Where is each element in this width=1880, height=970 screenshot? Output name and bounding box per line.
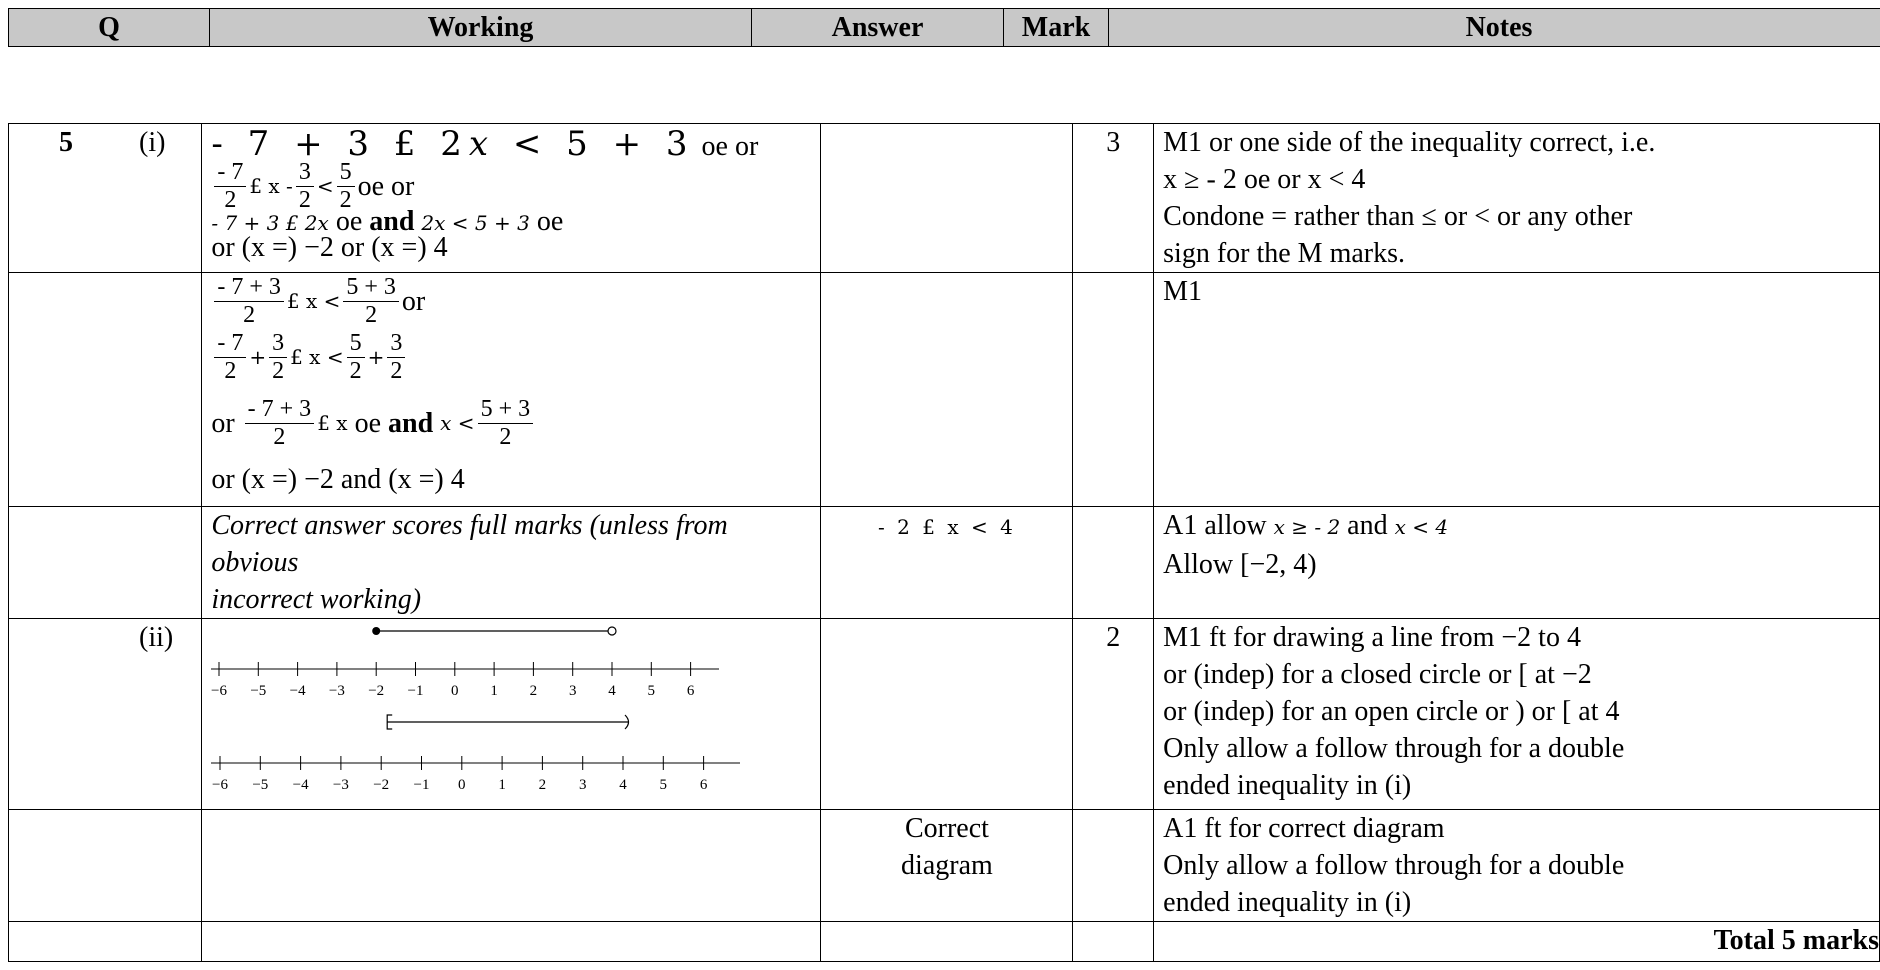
mark-cell <box>1073 810 1154 922</box>
working-line: $\frac{- 7}{2}$ £ x - $\frac{3}{2}$ < $\frac{5}{2}$ oe or <box>211 164 816 208</box>
tick-label: 5 <box>647 683 656 699</box>
tick-label: −1 <box>413 777 430 793</box>
tick-label: 2 <box>538 777 547 793</box>
number-line-diagram <box>211 619 771 799</box>
notes-cell: M1 <box>1154 273 1880 507</box>
working-line: or (x =) −2 and (x =) 4 <box>211 464 465 495</box>
q-cell <box>9 922 202 962</box>
tick-label: 5 <box>659 777 668 793</box>
question-part: (ii) <box>139 622 174 653</box>
answer-cell <box>821 124 1073 273</box>
table-row <box>9 273 1880 507</box>
tick-label: 1 <box>490 683 499 699</box>
table-row <box>9 922 1880 962</box>
table-row <box>9 619 1880 810</box>
notes-cell: A1 ft for correct diagram Only allow a follow through for a double ended inequality in (i) <box>1154 810 1880 922</box>
header-q: Q <box>9 9 210 46</box>
tick-label: 0 <box>451 683 459 699</box>
tick-label: 3 <box>569 683 577 699</box>
closed-circle <box>373 627 381 635</box>
tick-label: 1 <box>498 777 507 793</box>
working-line: or $\frac{- 7 + 3}{2}$ £ x oe and x < $\frac{5 + 3}{2}$ <box>211 385 816 461</box>
working-cell <box>202 922 821 962</box>
question-part: (i) <box>139 127 166 158</box>
tick-label: −2 <box>368 683 385 699</box>
tick-label: −6 <box>211 683 228 699</box>
table-row <box>9 810 1880 922</box>
tick-label: −3 <box>329 683 346 699</box>
answer-cell: - 2 £ x < 4 <box>821 507 1073 619</box>
working-cell <box>202 619 821 810</box>
mark-cell <box>1073 922 1154 962</box>
number-line-2 <box>211 715 740 793</box>
tick-label: 4 <box>608 683 617 699</box>
answer-cell <box>821 273 1073 507</box>
mark-cell <box>1073 507 1154 619</box>
working-line: or (x =) −2 or (x =) 4 <box>211 232 448 263</box>
tick-label: −4 <box>292 777 309 793</box>
tick-label: 4 <box>619 777 628 793</box>
mark-cell <box>1073 273 1154 507</box>
header-mark: Mark <box>1004 9 1109 46</box>
table-row <box>9 507 1880 619</box>
working-cell <box>202 273 821 507</box>
working-cell <box>202 124 821 273</box>
q-cell <box>9 507 202 619</box>
notes-cell <box>1154 922 1880 962</box>
tick-label: −4 <box>289 683 306 699</box>
mark-cell: 2 <box>1073 619 1154 810</box>
tick-label: 3 <box>579 777 587 793</box>
header-working: Working <box>210 9 752 46</box>
tick-label: 2 <box>529 683 538 699</box>
notes-cell: A1 allow x ≥ - 2 and x < 4 Allow [−2, 4) <box>1154 507 1880 619</box>
mark-cell: 3 <box>1073 124 1154 273</box>
header-answer: Answer <box>752 9 1004 46</box>
working-cell: Correct answer scores full marks (unless from obvious incorrect working) <box>202 507 821 619</box>
working-line: $\frac{- 7 + 3}{2}$ £ x < $\frac{5 + 3}{2}$ or <box>211 273 816 329</box>
answer-cell <box>821 619 1073 810</box>
working-line: - 7 + 3 £ 2x oe and 2x < 5 + 3 oe <box>211 206 564 237</box>
tick-label: 0 <box>458 777 466 793</box>
tick-label: 6 <box>700 777 708 793</box>
tick-label: −3 <box>333 777 350 793</box>
tick-label: −2 <box>373 777 390 793</box>
tick-label: −1 <box>407 683 424 699</box>
q-cell <box>9 810 202 922</box>
tick-label: 6 <box>687 683 695 699</box>
tick-label: −5 <box>252 777 269 793</box>
mark-scheme-table <box>8 123 1880 962</box>
tick-label: −5 <box>250 683 267 699</box>
notes-cell: M1 ft for drawing a line from −2 to 4 or (indep) for a closed circle or [ at −2 or (indep) for an open circle or ) or [ at 4 Only allow a follow through for a double ended inequality in (i) <box>1154 619 1880 810</box>
answer-cell: Correct diagram <box>821 810 1073 922</box>
total-marks: Total 5 marks <box>1713 925 1879 956</box>
open-circle <box>608 627 616 635</box>
answer-cell <box>821 922 1073 962</box>
number-line-1 <box>211 627 719 699</box>
q-cell <box>9 619 202 810</box>
working-line: $\frac{- 7}{2}$ + $\frac{3}{2}$ £ x < $\frac{5}{2}$ + $\frac{3}{2}$ <box>211 329 816 385</box>
header-notes: Notes <box>1465 12 1533 43</box>
q-cell <box>9 124 202 273</box>
working-cell <box>202 810 821 922</box>
tick-label: −6 <box>212 777 229 793</box>
notes-cell: M1 or one side of the inequality correct, i.e. x ≥ - 2 oe or x < 4 Condone = rather than ≤ or < or any other sign for the M marks. <box>1154 124 1880 273</box>
table-row <box>9 124 1880 273</box>
q-cell <box>9 273 202 507</box>
question-number: 5 <box>59 127 73 158</box>
header-bar <box>8 8 1880 47</box>
working-line: - 7 + 3 £ 2x < 5 + 3 oe or <box>211 124 759 164</box>
